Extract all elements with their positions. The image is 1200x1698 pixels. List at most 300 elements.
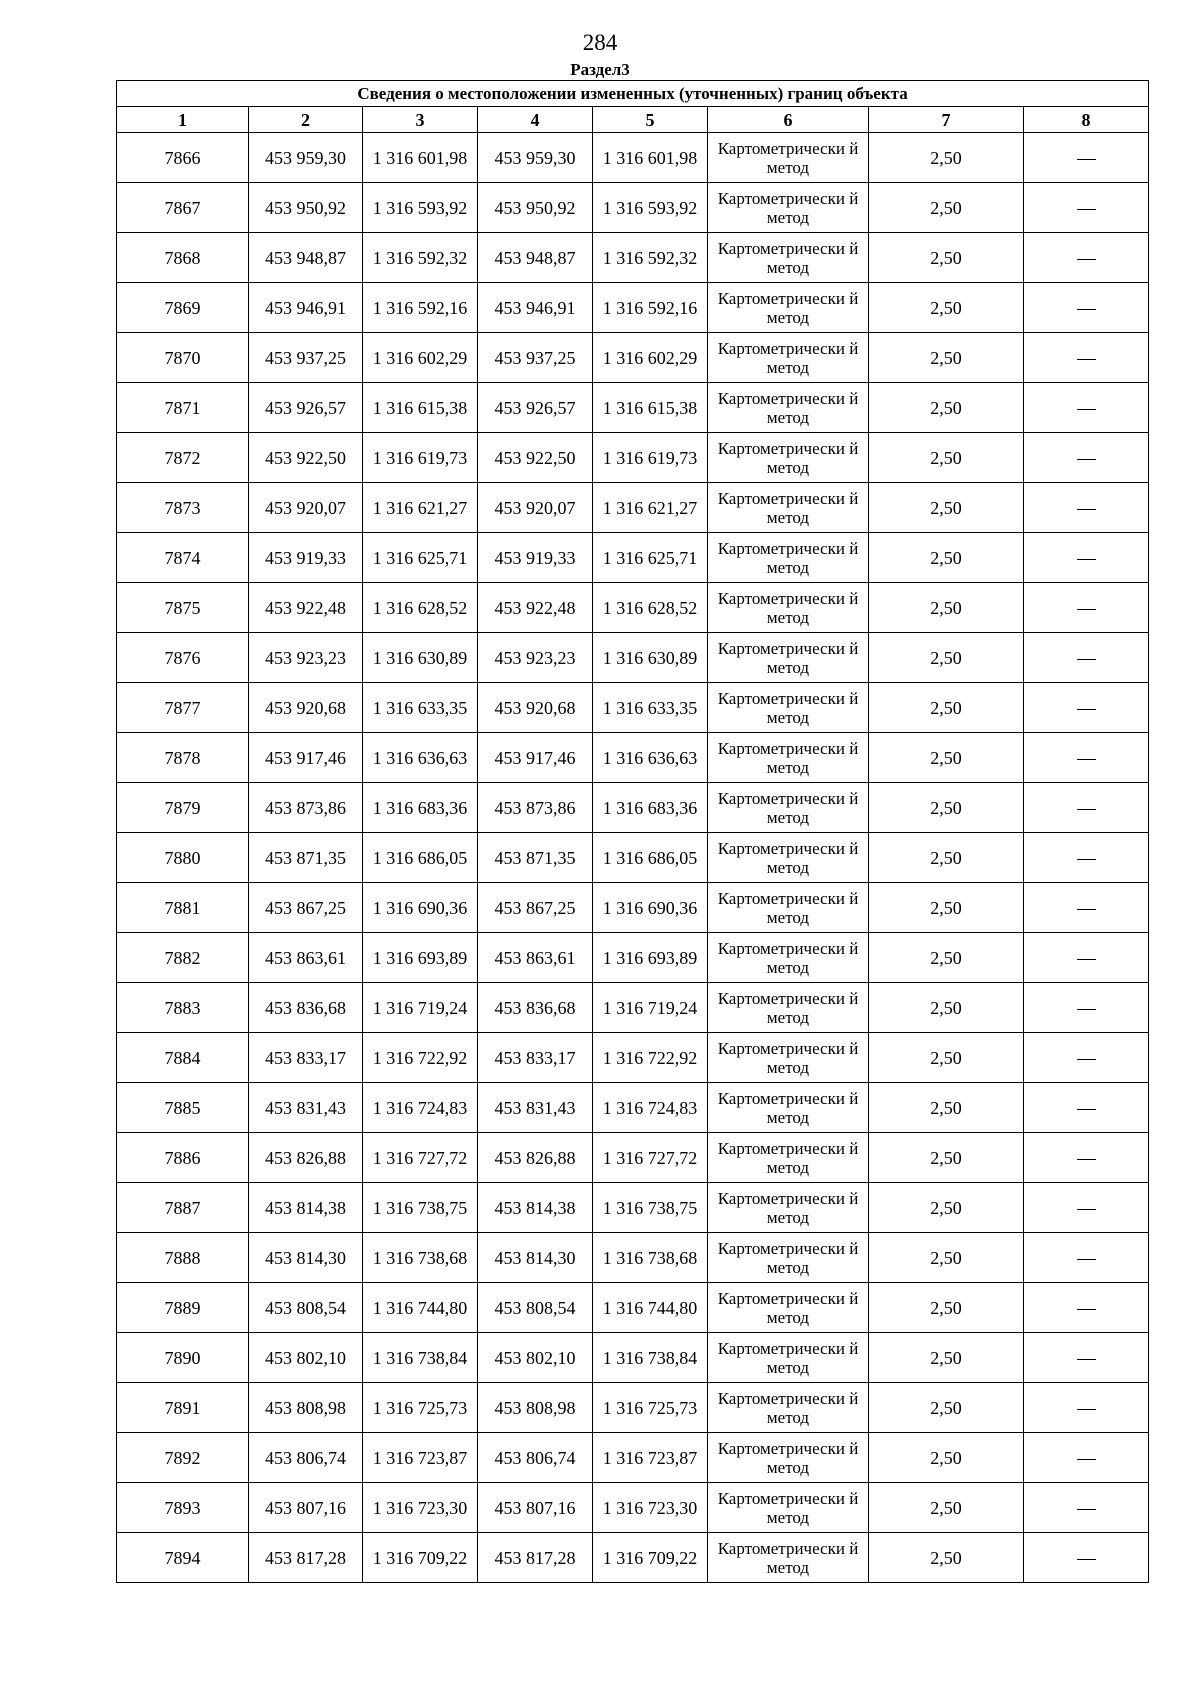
dash-mark xyxy=(1077,409,1096,410)
y-old-cell: 1 316 722,92 xyxy=(363,1033,478,1083)
table-row xyxy=(117,783,1149,833)
table-caption-row xyxy=(117,81,1149,107)
x-old-cell: 453 814,38 xyxy=(249,1183,363,1233)
y-old-cell: 1 316 592,16 xyxy=(363,283,478,333)
dash-mark xyxy=(1077,1559,1096,1560)
method-cell: Картометрически й метод xyxy=(708,883,869,933)
dash-mark xyxy=(1077,209,1096,210)
x-new-cell: 453 833,17 xyxy=(478,1033,593,1083)
table-caption: Сведения о местоположении измененных (уточненных) границ объекта xyxy=(117,81,1149,107)
point-number-cell: 7889 xyxy=(117,1283,249,1333)
y-new-cell: 1 316 723,87 xyxy=(593,1433,708,1483)
accuracy-cell: 2,50 xyxy=(869,1083,1024,1133)
x-new-cell: 453 871,35 xyxy=(478,833,593,883)
x-new-cell: 453 807,16 xyxy=(478,1483,593,1533)
x-old-cell: 453 917,46 xyxy=(249,733,363,783)
y-new-cell: 1 316 738,68 xyxy=(593,1233,708,1283)
method-cell: Картометрически й метод xyxy=(708,133,869,183)
accuracy-cell: 2,50 xyxy=(869,333,1024,383)
description-cell xyxy=(1024,1033,1149,1083)
x-new-cell: 453 826,88 xyxy=(478,1133,593,1183)
method-cell: Картометрически й метод xyxy=(708,1383,869,1433)
x-old-cell: 453 863,61 xyxy=(249,933,363,983)
table-row xyxy=(117,883,1149,933)
dash-mark xyxy=(1077,309,1096,310)
description-cell xyxy=(1024,533,1149,583)
table-row xyxy=(117,183,1149,233)
description-cell xyxy=(1024,183,1149,233)
table-row xyxy=(117,1283,1149,1333)
x-old-cell: 453 833,17 xyxy=(249,1033,363,1083)
table-row xyxy=(117,1383,1149,1433)
point-number-cell: 7884 xyxy=(117,1033,249,1083)
y-new-cell: 1 316 709,22 xyxy=(593,1533,708,1583)
point-number-cell: 7881 xyxy=(117,883,249,933)
accuracy-cell: 2,50 xyxy=(869,483,1024,533)
point-number-cell: 7891 xyxy=(117,1383,249,1433)
point-number-cell: 7875 xyxy=(117,583,249,633)
table-row xyxy=(117,233,1149,283)
dash-mark xyxy=(1077,559,1096,560)
y-new-cell: 1 316 621,27 xyxy=(593,483,708,533)
accuracy-cell: 2,50 xyxy=(869,633,1024,683)
method-cell: Картометрически й метод xyxy=(708,233,869,283)
y-new-cell: 1 316 738,84 xyxy=(593,1333,708,1383)
y-new-cell: 1 316 615,38 xyxy=(593,383,708,433)
dash-mark xyxy=(1077,1459,1096,1460)
description-cell xyxy=(1024,1183,1149,1233)
x-new-cell: 453 836,68 xyxy=(478,983,593,1033)
point-number-cell: 7869 xyxy=(117,283,249,333)
table-row xyxy=(117,1533,1149,1583)
description-cell xyxy=(1024,383,1149,433)
x-new-cell: 453 917,46 xyxy=(478,733,593,783)
y-old-cell: 1 316 615,38 xyxy=(363,383,478,433)
table-row xyxy=(117,1483,1149,1533)
point-number-cell: 7882 xyxy=(117,933,249,983)
y-new-cell: 1 316 602,29 xyxy=(593,333,708,383)
point-number-cell: 7880 xyxy=(117,833,249,883)
y-old-cell: 1 316 593,92 xyxy=(363,183,478,233)
column-number: 3 xyxy=(363,107,478,133)
description-cell xyxy=(1024,983,1149,1033)
x-new-cell: 453 808,54 xyxy=(478,1283,593,1333)
x-old-cell: 453 919,33 xyxy=(249,533,363,583)
table-row xyxy=(117,1233,1149,1283)
description-cell xyxy=(1024,1383,1149,1433)
x-old-cell: 453 922,48 xyxy=(249,583,363,633)
dash-mark xyxy=(1077,1309,1096,1310)
x-new-cell: 453 922,48 xyxy=(478,583,593,633)
description-cell xyxy=(1024,833,1149,883)
dash-mark xyxy=(1077,659,1096,660)
x-new-cell: 453 814,30 xyxy=(478,1233,593,1283)
method-cell: Картометрически й метод xyxy=(708,1183,869,1233)
x-new-cell: 453 831,43 xyxy=(478,1083,593,1133)
table-row xyxy=(117,1183,1149,1233)
y-new-cell: 1 316 592,16 xyxy=(593,283,708,333)
x-new-cell: 453 863,61 xyxy=(478,933,593,983)
accuracy-cell: 2,50 xyxy=(869,533,1024,583)
y-old-cell: 1 316 723,30 xyxy=(363,1483,478,1533)
accuracy-cell: 2,50 xyxy=(869,433,1024,483)
y-old-cell: 1 316 619,73 xyxy=(363,433,478,483)
table-row xyxy=(117,1433,1149,1483)
x-old-cell: 453 814,30 xyxy=(249,1233,363,1283)
y-new-cell: 1 316 725,73 xyxy=(593,1383,708,1433)
dash-mark xyxy=(1077,809,1096,810)
method-cell: Картометрически й метод xyxy=(708,983,869,1033)
dash-mark xyxy=(1077,609,1096,610)
y-new-cell: 1 316 719,24 xyxy=(593,983,708,1033)
point-number-cell: 7874 xyxy=(117,533,249,583)
point-number-cell: 7871 xyxy=(117,383,249,433)
x-new-cell: 453 873,86 xyxy=(478,783,593,833)
table-row xyxy=(117,383,1149,433)
point-number-cell: 7883 xyxy=(117,983,249,1033)
method-cell: Картометрически й метод xyxy=(708,783,869,833)
table-row xyxy=(117,733,1149,783)
description-cell xyxy=(1024,583,1149,633)
y-new-cell: 1 316 601,98 xyxy=(593,133,708,183)
y-new-cell: 1 316 593,92 xyxy=(593,183,708,233)
point-number-cell: 7892 xyxy=(117,1433,249,1483)
y-old-cell: 1 316 625,71 xyxy=(363,533,478,583)
x-old-cell: 453 937,25 xyxy=(249,333,363,383)
accuracy-cell: 2,50 xyxy=(869,833,1024,883)
x-old-cell: 453 950,92 xyxy=(249,183,363,233)
method-cell: Картометрически й метод xyxy=(708,1333,869,1383)
column-number: 6 xyxy=(708,107,869,133)
y-new-cell: 1 316 722,92 xyxy=(593,1033,708,1083)
accuracy-cell: 2,50 xyxy=(869,233,1024,283)
method-cell: Картометрически й метод xyxy=(708,583,869,633)
y-new-cell: 1 316 693,89 xyxy=(593,933,708,983)
description-cell xyxy=(1024,1083,1149,1133)
y-old-cell: 1 316 601,98 xyxy=(363,133,478,183)
method-cell: Картометрически й метод xyxy=(708,433,869,483)
description-cell xyxy=(1024,433,1149,483)
method-cell: Картометрически й метод xyxy=(708,1483,869,1533)
x-old-cell: 453 871,35 xyxy=(249,833,363,883)
table-row xyxy=(117,683,1149,733)
dash-mark xyxy=(1077,1259,1096,1260)
x-old-cell: 453 826,88 xyxy=(249,1133,363,1183)
y-new-cell: 1 316 592,32 xyxy=(593,233,708,283)
point-number-cell: 7867 xyxy=(117,183,249,233)
page-number: 284 xyxy=(582,30,618,55)
point-number-cell: 7890 xyxy=(117,1333,249,1383)
y-old-cell: 1 316 683,36 xyxy=(363,783,478,833)
y-new-cell: 1 316 690,36 xyxy=(593,883,708,933)
y-old-cell: 1 316 709,22 xyxy=(363,1533,478,1583)
dash-mark xyxy=(1077,909,1096,910)
method-cell: Картометрически й метод xyxy=(708,633,869,683)
method-cell: Картометрически й метод xyxy=(708,1233,869,1283)
accuracy-cell: 2,50 xyxy=(869,933,1024,983)
y-old-cell: 1 316 723,87 xyxy=(363,1433,478,1483)
description-cell xyxy=(1024,933,1149,983)
x-old-cell: 453 946,91 xyxy=(249,283,363,333)
y-new-cell: 1 316 630,89 xyxy=(593,633,708,683)
y-old-cell: 1 316 738,84 xyxy=(363,1333,478,1383)
table-row xyxy=(117,833,1149,883)
column-number: 5 xyxy=(593,107,708,133)
accuracy-cell: 2,50 xyxy=(869,1133,1024,1183)
table-row xyxy=(117,1133,1149,1183)
x-old-cell: 453 920,07 xyxy=(249,483,363,533)
method-cell: Картометрически й метод xyxy=(708,1083,869,1133)
dash-mark xyxy=(1077,1409,1096,1410)
y-new-cell: 1 316 636,63 xyxy=(593,733,708,783)
table-row xyxy=(117,533,1149,583)
x-new-cell: 453 922,50 xyxy=(478,433,593,483)
dash-mark xyxy=(1077,1009,1096,1010)
method-cell: Картометрически й метод xyxy=(708,833,869,883)
method-cell: Картометрически й метод xyxy=(708,1133,869,1183)
method-cell: Картометрически й метод xyxy=(708,483,869,533)
point-number-cell: 7872 xyxy=(117,433,249,483)
y-old-cell: 1 316 592,32 xyxy=(363,233,478,283)
accuracy-cell: 2,50 xyxy=(869,1233,1024,1283)
point-number-cell: 7870 xyxy=(117,333,249,383)
accuracy-cell: 2,50 xyxy=(869,883,1024,933)
x-old-cell: 453 807,16 xyxy=(249,1483,363,1533)
point-number-cell: 7873 xyxy=(117,483,249,533)
table-row xyxy=(117,133,1149,183)
accuracy-cell: 2,50 xyxy=(869,1033,1024,1083)
accuracy-cell: 2,50 xyxy=(869,733,1024,783)
description-cell xyxy=(1024,133,1149,183)
y-old-cell: 1 316 719,24 xyxy=(363,983,478,1033)
x-old-cell: 453 867,25 xyxy=(249,883,363,933)
dash-mark xyxy=(1077,459,1096,460)
accuracy-cell: 2,50 xyxy=(869,1183,1024,1233)
dash-mark xyxy=(1077,509,1096,510)
x-new-cell: 453 802,10 xyxy=(478,1333,593,1383)
description-cell xyxy=(1024,1533,1149,1583)
accuracy-cell: 2,50 xyxy=(869,183,1024,233)
x-old-cell: 453 806,74 xyxy=(249,1433,363,1483)
method-cell: Картометрически й метод xyxy=(708,1283,869,1333)
point-number-cell: 7885 xyxy=(117,1083,249,1133)
method-cell: Картометрически й метод xyxy=(708,1033,869,1083)
y-new-cell: 1 316 625,71 xyxy=(593,533,708,583)
y-old-cell: 1 316 738,68 xyxy=(363,1233,478,1283)
y-new-cell: 1 316 633,35 xyxy=(593,683,708,733)
column-number: 4 xyxy=(478,107,593,133)
x-old-cell: 453 948,87 xyxy=(249,233,363,283)
x-old-cell: 453 920,68 xyxy=(249,683,363,733)
y-old-cell: 1 316 727,72 xyxy=(363,1133,478,1183)
accuracy-cell: 2,50 xyxy=(869,1383,1024,1433)
dash-mark xyxy=(1077,1159,1096,1160)
x-old-cell: 453 817,28 xyxy=(249,1533,363,1583)
method-cell: Картометрически й метод xyxy=(708,183,869,233)
description-cell xyxy=(1024,1333,1149,1383)
x-old-cell: 453 922,50 xyxy=(249,433,363,483)
description-cell xyxy=(1024,1233,1149,1283)
method-cell: Картометрически й метод xyxy=(708,733,869,783)
point-number-cell: 7886 xyxy=(117,1133,249,1183)
section-title: Раздел3 xyxy=(570,60,630,79)
method-cell: Картометрически й метод xyxy=(708,1533,869,1583)
x-old-cell: 453 959,30 xyxy=(249,133,363,183)
y-old-cell: 1 316 686,05 xyxy=(363,833,478,883)
x-old-cell: 453 836,68 xyxy=(249,983,363,1033)
description-cell xyxy=(1024,633,1149,683)
x-new-cell: 453 946,91 xyxy=(478,283,593,333)
method-cell: Картометрически й метод xyxy=(708,933,869,983)
point-number-cell: 7894 xyxy=(117,1533,249,1583)
dash-mark xyxy=(1077,1509,1096,1510)
dash-mark xyxy=(1077,1059,1096,1060)
accuracy-cell: 2,50 xyxy=(869,783,1024,833)
description-cell xyxy=(1024,1433,1149,1483)
dash-mark xyxy=(1077,1109,1096,1110)
description-cell xyxy=(1024,883,1149,933)
table-row xyxy=(117,983,1149,1033)
point-number-cell: 7879 xyxy=(117,783,249,833)
x-old-cell: 453 802,10 xyxy=(249,1333,363,1383)
point-number-cell: 7866 xyxy=(117,133,249,183)
point-number-cell: 7878 xyxy=(117,733,249,783)
description-cell xyxy=(1024,1283,1149,1333)
table-row xyxy=(117,1083,1149,1133)
point-number-cell: 7868 xyxy=(117,233,249,283)
y-old-cell: 1 316 693,89 xyxy=(363,933,478,983)
table-row xyxy=(117,633,1149,683)
table-row xyxy=(117,283,1149,333)
x-new-cell: 453 919,33 xyxy=(478,533,593,583)
accuracy-cell: 2,50 xyxy=(869,1533,1024,1583)
method-cell: Картометрически й метод xyxy=(708,533,869,583)
y-new-cell: 1 316 686,05 xyxy=(593,833,708,883)
accuracy-cell: 2,50 xyxy=(869,283,1024,333)
column-number: 8 xyxy=(1024,107,1149,133)
x-new-cell: 453 920,07 xyxy=(478,483,593,533)
x-new-cell: 453 926,57 xyxy=(478,383,593,433)
table-row xyxy=(117,433,1149,483)
y-new-cell: 1 316 744,80 xyxy=(593,1283,708,1333)
x-new-cell: 453 808,98 xyxy=(478,1383,593,1433)
accuracy-cell: 2,50 xyxy=(869,583,1024,633)
x-old-cell: 453 808,54 xyxy=(249,1283,363,1333)
table-row xyxy=(117,933,1149,983)
accuracy-cell: 2,50 xyxy=(869,1483,1024,1533)
y-new-cell: 1 316 628,52 xyxy=(593,583,708,633)
y-new-cell: 1 316 724,83 xyxy=(593,1083,708,1133)
dash-mark xyxy=(1077,1209,1096,1210)
accuracy-cell: 2,50 xyxy=(869,1283,1024,1333)
y-old-cell: 1 316 724,83 xyxy=(363,1083,478,1133)
description-cell xyxy=(1024,783,1149,833)
method-cell: Картометрически й метод xyxy=(708,1433,869,1483)
y-new-cell: 1 316 727,72 xyxy=(593,1133,708,1183)
method-cell: Картометрически й метод xyxy=(708,383,869,433)
x-old-cell: 453 923,23 xyxy=(249,633,363,683)
x-new-cell: 453 923,23 xyxy=(478,633,593,683)
description-cell xyxy=(1024,233,1149,283)
x-old-cell: 453 831,43 xyxy=(249,1083,363,1133)
x-new-cell: 453 959,30 xyxy=(478,133,593,183)
y-old-cell: 1 316 690,36 xyxy=(363,883,478,933)
y-new-cell: 1 316 619,73 xyxy=(593,433,708,483)
point-number-cell: 7876 xyxy=(117,633,249,683)
point-number-cell: 7887 xyxy=(117,1183,249,1233)
y-old-cell: 1 316 602,29 xyxy=(363,333,478,383)
y-old-cell: 1 316 621,27 xyxy=(363,483,478,533)
x-old-cell: 453 926,57 xyxy=(249,383,363,433)
method-cell: Картометрически й метод xyxy=(708,283,869,333)
method-cell: Картометрически й метод xyxy=(708,683,869,733)
y-old-cell: 1 316 725,73 xyxy=(363,1383,478,1433)
dash-mark xyxy=(1077,709,1096,710)
dash-mark xyxy=(1077,959,1096,960)
accuracy-cell: 2,50 xyxy=(869,383,1024,433)
dash-mark xyxy=(1077,159,1096,160)
accuracy-cell: 2,50 xyxy=(869,983,1024,1033)
y-old-cell: 1 316 630,89 xyxy=(363,633,478,683)
x-new-cell: 453 867,25 xyxy=(478,883,593,933)
accuracy-cell: 2,50 xyxy=(869,1333,1024,1383)
y-new-cell: 1 316 683,36 xyxy=(593,783,708,833)
coordinates-table xyxy=(116,80,1149,1583)
dash-mark xyxy=(1077,859,1096,860)
x-old-cell: 453 873,86 xyxy=(249,783,363,833)
table-row xyxy=(117,583,1149,633)
x-old-cell: 453 808,98 xyxy=(249,1383,363,1433)
table-body xyxy=(117,81,1149,1583)
description-cell xyxy=(1024,283,1149,333)
table-row xyxy=(117,1333,1149,1383)
accuracy-cell: 2,50 xyxy=(869,133,1024,183)
description-cell xyxy=(1024,733,1149,783)
dash-mark xyxy=(1077,759,1096,760)
description-cell xyxy=(1024,333,1149,383)
x-new-cell: 453 806,74 xyxy=(478,1433,593,1483)
y-old-cell: 1 316 738,75 xyxy=(363,1183,478,1233)
x-new-cell: 453 920,68 xyxy=(478,683,593,733)
description-cell xyxy=(1024,1483,1149,1533)
y-new-cell: 1 316 723,30 xyxy=(593,1483,708,1533)
column-number: 2 xyxy=(249,107,363,133)
column-number: 7 xyxy=(869,107,1024,133)
y-old-cell: 1 316 744,80 xyxy=(363,1283,478,1333)
table-row xyxy=(117,1033,1149,1083)
x-new-cell: 453 814,38 xyxy=(478,1183,593,1233)
dash-mark xyxy=(1077,1359,1096,1360)
column-number: 1 xyxy=(117,107,249,133)
description-cell xyxy=(1024,1133,1149,1183)
point-number-cell: 7877 xyxy=(117,683,249,733)
x-new-cell: 453 950,92 xyxy=(478,183,593,233)
y-old-cell: 1 316 636,63 xyxy=(363,733,478,783)
dash-mark xyxy=(1077,359,1096,360)
y-old-cell: 1 316 628,52 xyxy=(363,583,478,633)
accuracy-cell: 2,50 xyxy=(869,683,1024,733)
point-number-cell: 7888 xyxy=(117,1233,249,1283)
table-row xyxy=(117,483,1149,533)
x-new-cell: 453 937,25 xyxy=(478,333,593,383)
column-number-row xyxy=(117,107,1149,133)
description-cell xyxy=(1024,483,1149,533)
y-old-cell: 1 316 633,35 xyxy=(363,683,478,733)
x-new-cell: 453 948,87 xyxy=(478,233,593,283)
accuracy-cell: 2,50 xyxy=(869,1433,1024,1483)
table-row xyxy=(117,333,1149,383)
point-number-cell: 7893 xyxy=(117,1483,249,1533)
